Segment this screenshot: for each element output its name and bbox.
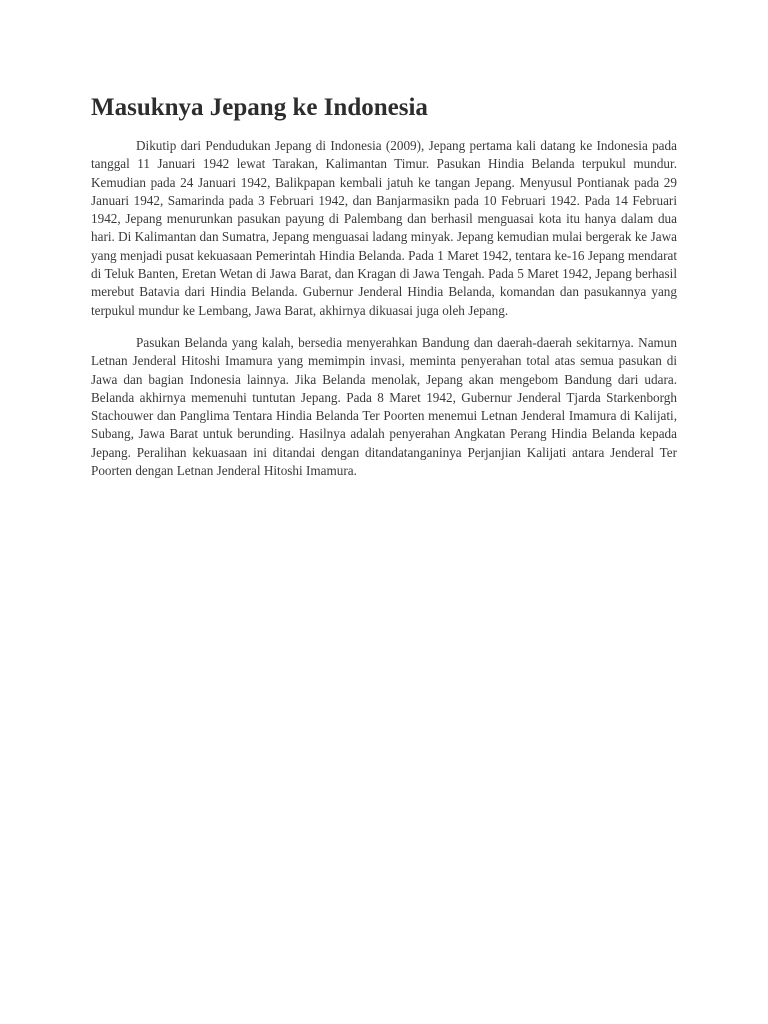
paragraph-1: Dikutip dari Pendudukan Jepang di Indonesia (2009), Jepang pertama kali datang ke Indonesia pada tanggal 11 Januari 1942 lewat Tarakan, Kalimantan Timur. Pasukan Hindia Belanda terpukul mundur. Kemudian pada 24 Januari 1942, Balikpapan kembali jatuh ke tangan Jepang. Menyusul Pontianak pada 29 Januari 1942, Samarinda pada 3 Februari 1942, dan Banjarmasikn pada 10 Februari 1942. Pada 14 Februari 1942, Jepang menurunkan pasukan payung di Palembang dan berhasil menguasai kota itu hanya dalam dua hari. Di Kalimantan dan Sumatra, Jepang menguasai ladang minyak. Jepang kemudian mulai bergerak ke Jawa yang menjadi pusat kekuasaan Pemerintah Hindia Belanda. Pada 1 Maret 1942, tentara ke-16 Jepang mendarat di Teluk Banten, Eretan Wetan di Jawa Barat, dan Kragan di Jawa Tengah. Pada 5 Maret 1942, Jepang berhasil merebut Batavia dari Hindia Belanda. Gubernur Jenderal Hindia Belanda, komandan dan pasukannya yang terpukul mundur ke Lembang, Jawa Barat, akhirnya dikuasai juga oleh Jepang. [91, 138, 677, 318]
paragraph-2: Pasukan Belanda yang kalah, bersedia menyerahkan Bandung dan daerah-daerah sekitarnya. Namun Letnan Jenderal Hitoshi Imamura yang memimpin invasi, meminta penyerahan total atas semua pasukan di Jawa dan bagian Indonesia lainnya. Jika Belanda menolak, Jepang akan mengebom Bandung dari udara. Belanda akhirnya memenuhi tuntutan Jepang. Pada 8 Maret 1942, Gubernur Jenderal Tjarda Starkenborgh Stachouwer dan Panglima Tentara Hindia Belanda Ter Poorten menemui Letnan Jenderal Imamura di Kalijati, Subang, Jawa Barat untuk berunding. Hasilnya adalah penyerahan Angkatan Perang Hindia Belanda kepada Jepang. Peralihan kekuasaan ini ditandai dengan ditandatanganinya Perjanjian Kalijati antara Jenderal Ter Poorten dengan Letnan Jenderal Hitoshi Imamura. [91, 334, 677, 479]
page-title: Masuknya Jepang ke Indonesia [91, 94, 428, 121]
document-body [91, 92, 677, 494]
